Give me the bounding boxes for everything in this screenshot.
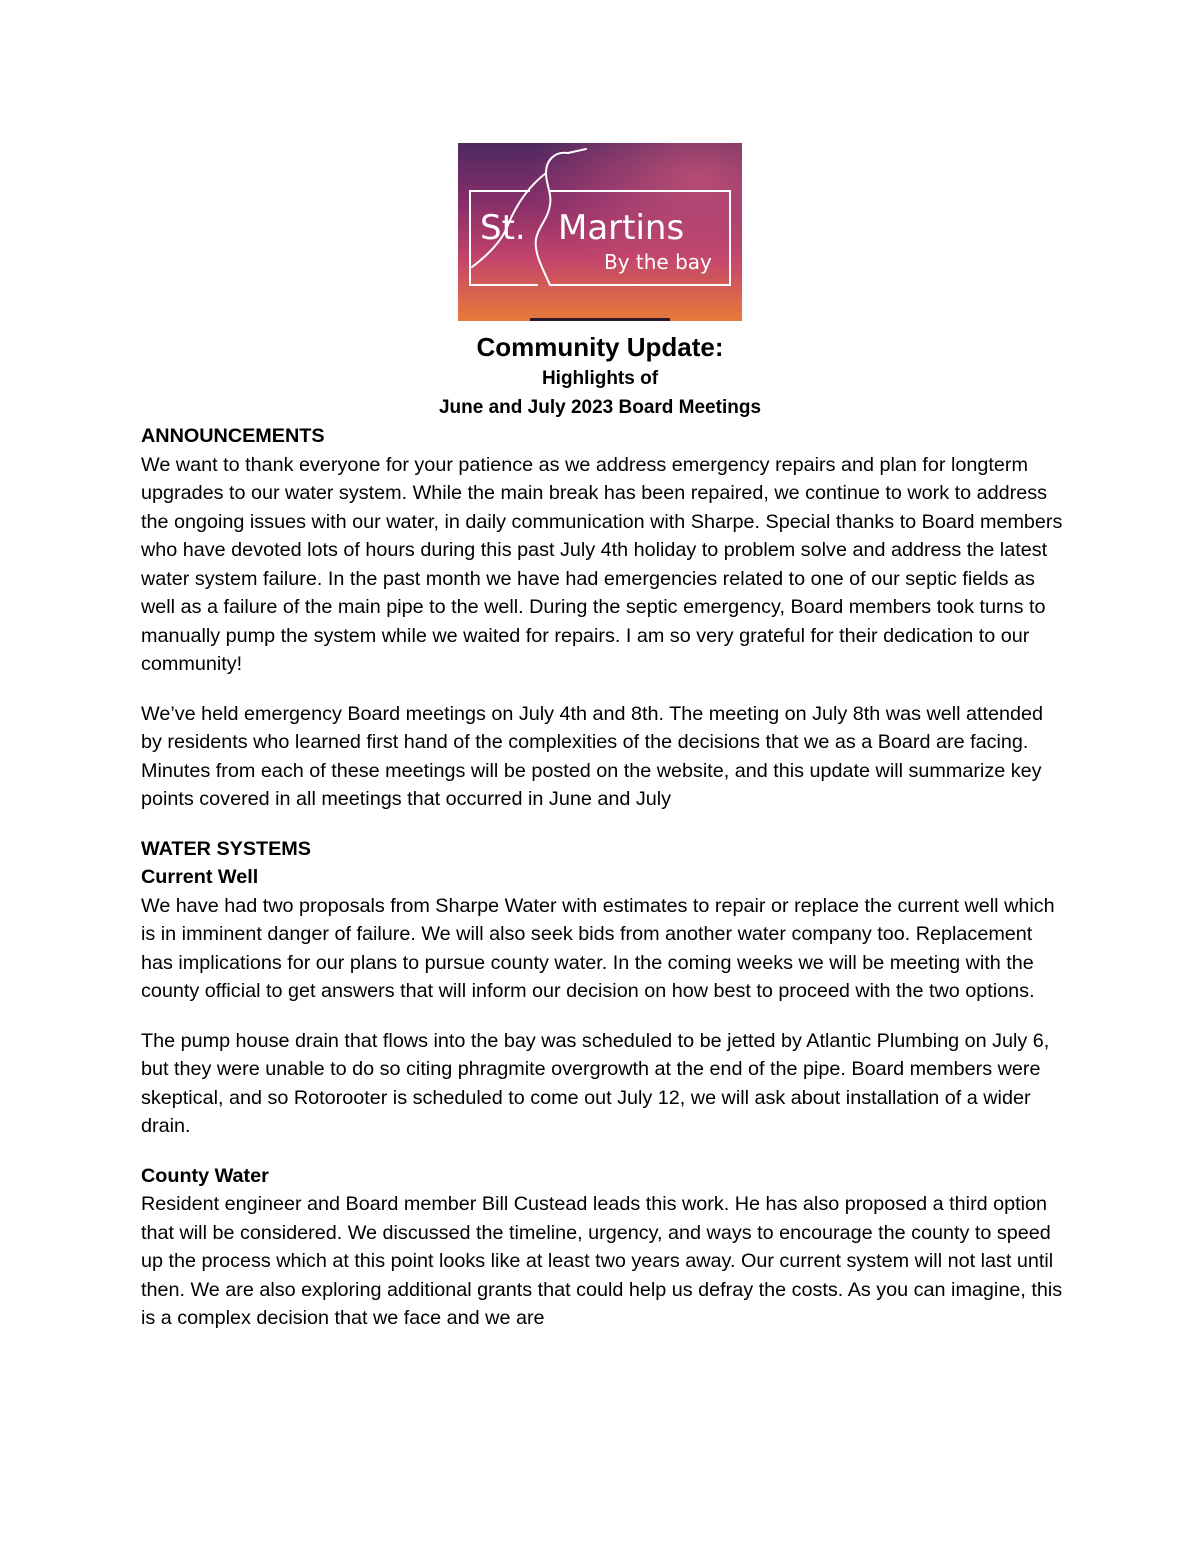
page-title: Community Update: [476,332,724,362]
logo-text-bythebay: By the bay [604,250,712,274]
announcements-heading: ANNOUNCEMENTS [141,425,325,447]
county-water-heading: County Water [141,1164,269,1187]
document-body [141,422,1066,1333]
county-water-paragraph-1: Resident engineer and Board member Bill Custead leads this work. He has also proposed a third option that will be considered. We discussed the timeline, urgency, and ways to encourage the county to speed up the process which at this point looks like at least two years away. Our current system will not last until then. We are also exploring additional grants that could help us defray the costs. As you can imagine, this is a complex decision that we face and we are [141,1193,1063,1329]
st-martins-logo [458,143,742,321]
page-subtitle: Highlights of [541,368,659,389]
logo-text-martins: Martins [558,208,685,248]
announcements-paragraph-2: We’ve held emergency Board meetings on July 4th and 8th. The meeting on July 8th was well attended by residents who learned first hand of the complexities of the decisions that we as a Board are facing. Minutes from each of these meetings will be posted on the website, and this update will summarize key points covered in all meetings that occurred in June and July [141,702,1044,810]
current-well-heading: Current Well [141,866,259,888]
page-subtitle-dates: June and July 2023 Board Meetings [438,397,762,418]
current-well-paragraph-2: The pump house drain that flows into the bay was scheduled to be jetted by Atlantic Plumbing on July 6, but they were unable to do so citing phragmite overgrowth at the end of the pipe. Board members were skeptical, and so Rotorooter is scheduled to come out July 12, we will ask about installation of a wider drain. [141,1029,1050,1137]
current-well-paragraph-1: We have had two proposals from Sharpe Water with estimates to repair or replace the current well which is in imminent danger of failure. We will also seek bids from another water company too. Replacement has implications for our plans to pursue county water. In the coming weeks we will be meeting with the county official to get answers that will inform our decision on how best to proceed with the two options. [141,894,1055,1002]
announcements-paragraph-1: We want to thank everyone for your patience as we address emergency repairs and plan for longterm upgrades to our water system. While the main break has been repaired, we continue to work to address the ongoing issues with our water, in daily communication with Sharpe. Special thanks to Board members who have devoted lots of hours during this past July 4th holiday to problem solve and address the latest water system failure. In the past month we have had emergencies related to one of our septic fields as well as a failure of the main pipe to the well. During the septic emergency, Board members took turns to manually pump the system while we waited for repairs. I am so very grateful for their dedication to our community! [141,453,1063,675]
water-systems-heading: WATER SYSTEMS [141,837,311,860]
logo-text-st: St. [480,208,526,248]
